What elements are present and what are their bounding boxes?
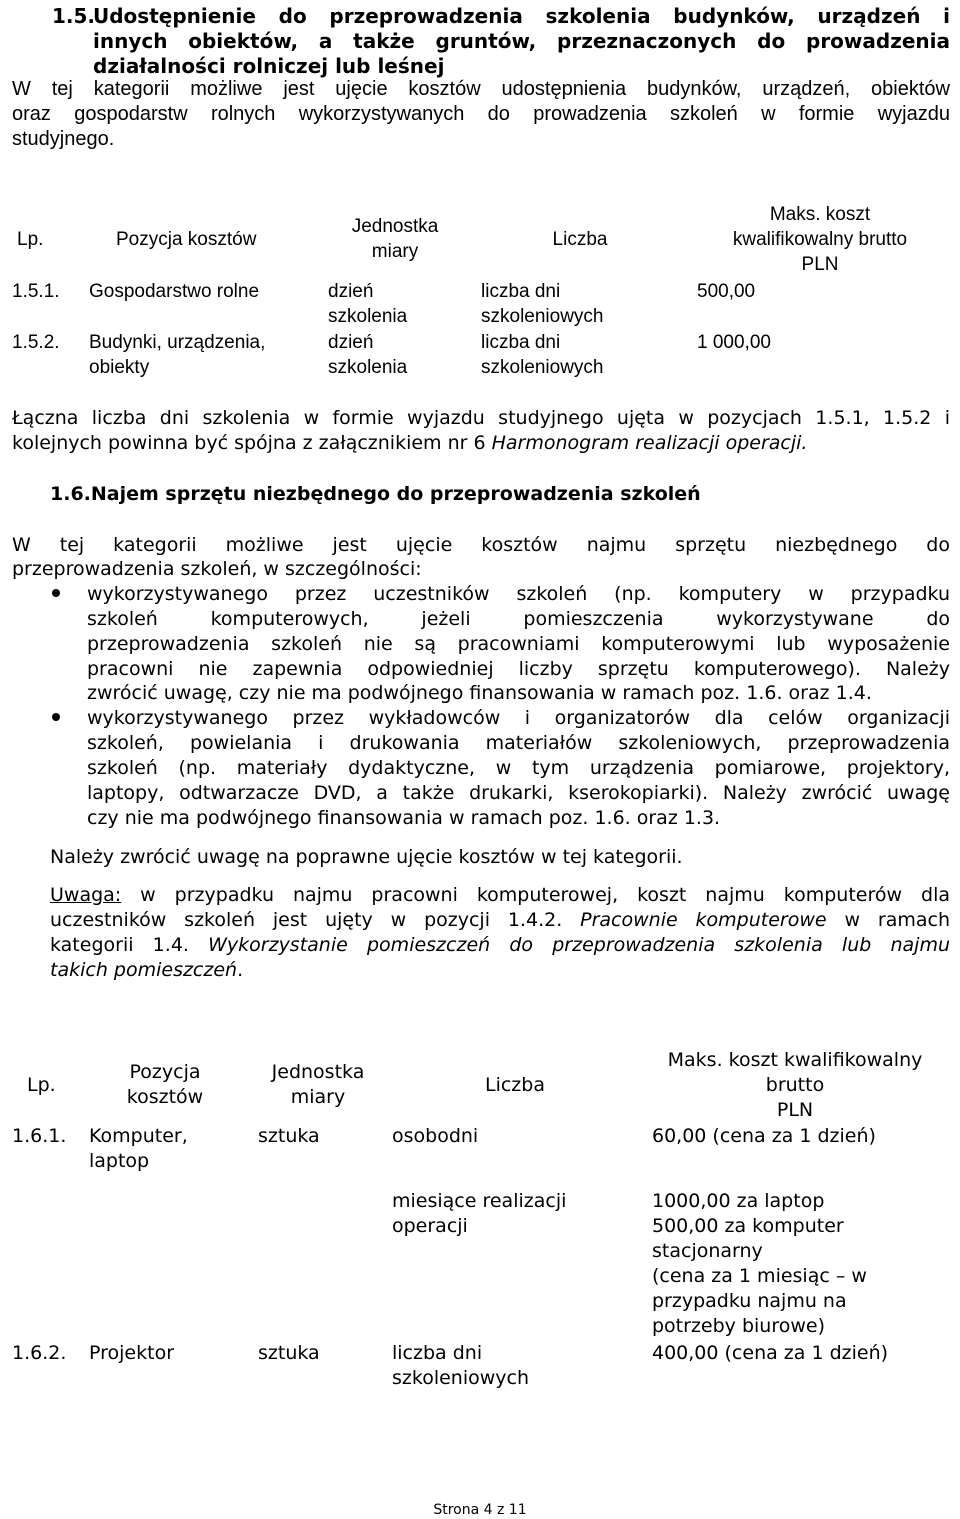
th-jednostka-2: miary	[371, 241, 419, 262]
uwaga-line-4	[50, 958, 243, 983]
row-pozycja-1: Komputer,	[89, 1125, 188, 1147]
row-maks-line-2: 500,00 za komputer	[652, 1215, 844, 1237]
bullet-1-line-5: zwrócić uwagę, czy nie ma podwójnego finansowania w ramach poz. 1.6. oraz 1.4.	[87, 682, 872, 704]
th-pozycja-1: Pozycja	[129, 1061, 201, 1083]
row-maks-line-1: 1000,00 za laptop	[652, 1190, 825, 1212]
th-liczba: Liczba	[485, 1074, 545, 1096]
page-footer: Strona 4 z 11	[433, 1502, 527, 1518]
row-liczba-2: szkoleniowych	[481, 306, 604, 327]
uwaga-line-4-italic: takich pomieszczeń	[50, 959, 238, 981]
row-jednostka: sztuka	[258, 1342, 320, 1364]
row-jednostka-2: szkolenia	[328, 306, 408, 327]
row-jednostka-1: dzień	[328, 281, 374, 302]
bullet-2-line-4: laptopy, odtwarzacze DVD, a także drukarki, kserokopiarki). Należy zwrócić uwagę	[87, 782, 950, 804]
row-liczba-1: liczba dni	[392, 1342, 483, 1364]
intro-line-1: W tej kategorii możliwe jest ujęcie kosztów najmu sprzętu niezbędnego do	[12, 534, 950, 556]
uwaga-line-1	[50, 883, 950, 908]
row-liczba-2: szkoleniowych	[392, 1367, 530, 1389]
row-maks-line-4: (cena za 1 miesiąc – w	[652, 1265, 867, 1287]
row-pozycja: Gospodarstwo rolne	[89, 281, 260, 302]
bullet-2-line-5: czy nie ma podwójnego finansowania w ramach poz. 1.6. oraz 1.3.	[87, 807, 721, 829]
row-liczba-2: szkoleniowych	[481, 357, 604, 378]
intro-line-2: oraz gospodarstw rolnych wykorzystywanych do prowadzenia szkoleń w formie wyjazdu	[12, 103, 950, 125]
note-line-2-text: kolejnych powinna być spójna z załącznikiem nr 6	[12, 432, 492, 454]
note-line-1: Łączna liczba dni szkolenia w formie wyjazdu studyjnego ujęta w pozycjach 1.5.1, 1.5.2 i	[12, 407, 950, 429]
note-line-2-italic: Harmonogram realizacji operacji.	[491, 432, 808, 454]
row-pozycja: Projektor	[89, 1342, 174, 1364]
th-jednostka-1: Jednostka	[271, 1061, 365, 1083]
bullet-2-line-3: szkoleń (np. materiały dydaktyczne, w tym urządzenia pomiarowe, projektory,	[87, 757, 950, 779]
section-1-6-heading: 1.6.Najem sprzętu niezbędnego do przeprowadzenia szkoleń	[50, 483, 701, 505]
row-maks-line-3: stacjonarny	[652, 1240, 763, 1262]
row-liczba: osobodni	[392, 1125, 479, 1147]
uwaga-label: Uwaga:	[50, 884, 122, 906]
th-lp: Lp.	[17, 229, 44, 250]
intro-line-1: W tej kategorii możliwe jest ujęcie kosztów udostępnienia budynków, urządzeń, obiektów	[12, 78, 950, 100]
row-liczba-1: liczba dni	[481, 332, 561, 353]
row-lp: 1.6.1.	[12, 1125, 67, 1147]
attention-note: Należy zwrócić uwagę na poprawne ujęcie kosztów w tej kategorii.	[50, 846, 683, 868]
th-jednostka-2: miary	[290, 1086, 346, 1108]
row-maks-line-5: przypadku najmu na	[652, 1290, 847, 1312]
row-liczba-1: liczba dni	[481, 281, 561, 302]
heading-line-2: innych obiektów, a także gruntów, przeznaczonych do prowadzenia	[93, 29, 950, 53]
bullet-1-line-2: szkoleń komputerowych, jeżeli pomieszczenia wykorzystywane do	[87, 608, 950, 630]
row-jednostka: sztuka	[258, 1125, 320, 1147]
bullet-1-line-1: wykorzystywanego przez uczestników szkoleń (np. komputery w przypadku	[87, 583, 950, 605]
heading-number: 1.5.	[52, 4, 96, 28]
uwaga-line-3-text: kategorii 1.4.	[50, 934, 209, 956]
row-maks: 400,00 (cena za 1 dzień)	[652, 1342, 889, 1364]
heading-line-1: Udostępnienie do przeprowadzenia szkolenia budynków, urządzeń i	[93, 4, 950, 28]
bullet-icon	[52, 589, 60, 597]
th-pozycja: Pozycja kosztów	[116, 229, 257, 250]
row-pozycja-2: laptop	[89, 1150, 150, 1172]
uwaga-line-4-post: .	[237, 959, 244, 981]
uwaga-line-3-italic: Wykorzystanie pomieszczeń do przeprowadzenia szkolenia lub najmu	[208, 934, 950, 956]
row-liczba-1: miesiące realizacji	[392, 1190, 567, 1212]
row-lp: 1.6.2.	[12, 1342, 67, 1364]
bullet-2-line-2: szkoleń, powielania i drukowania materiałów szkoleniowych, przeprowadzenia	[87, 732, 950, 754]
row-lp: 1.5.1.	[12, 281, 60, 302]
th-jednostka-1: Jednostka	[351, 216, 439, 237]
th-maks-2: brutto	[765, 1074, 825, 1096]
row-lp: 1.5.2.	[12, 332, 60, 353]
row-liczba-2: operacji	[392, 1215, 468, 1237]
th-maks-3: PLN	[801, 254, 839, 275]
row-maks: 60,00 (cena za 1 dzień)	[652, 1125, 876, 1147]
th-maks-1: Maks. koszt kwalifikowalny	[667, 1049, 923, 1071]
th-maks-1: Maks. koszt	[769, 204, 871, 225]
bullet-icon	[52, 713, 60, 721]
th-maks-2: kwalifikowalny brutto	[732, 229, 908, 250]
th-liczba: Liczba	[552, 229, 608, 250]
uwaga-line-2	[50, 908, 950, 933]
intro-line-2: przeprowadzenia szkoleń, w szczególności:	[12, 558, 422, 580]
row-pozycja-2: obiekty	[89, 357, 150, 378]
uwaga-line-1-text: w przypadku najmu pracowni komputerowej, koszt najmu komputerów dla	[121, 884, 950, 906]
uwaga-line-2-text: uczestników szkoleń jest ujęty w pozycji 1.4.2.	[50, 909, 581, 931]
th-pozycja-2: kosztów	[126, 1086, 204, 1108]
bullet-1-line-3: przeprowadzenia szkoleń nie są pracowniami komputerowymi lub wyposażenie	[87, 633, 950, 655]
row-maks: 1 000,00	[697, 332, 771, 353]
uwaga-line-3	[50, 933, 950, 958]
bullet-2-line-1: wykorzystywanego przez wykładowców i organizatorów dla celów organizacji	[87, 707, 950, 729]
th-maks-3: PLN	[776, 1099, 814, 1121]
uwaga-line-2-italic: Pracownie komputerowe	[580, 909, 827, 931]
note-line-2	[12, 431, 807, 455]
row-jednostka-2: szkolenia	[328, 357, 408, 378]
th-lp: Lp.	[27, 1074, 56, 1096]
row-jednostka-1: dzień	[328, 332, 374, 353]
row-maks-line-6: potrzeby biurowe)	[652, 1315, 825, 1337]
row-pozycja-1: Budynki, urządzenia,	[89, 332, 266, 353]
heading-line-3: działalności rolniczej lub leśnej	[93, 54, 445, 78]
uwaga-line-2-post: w ramach	[826, 909, 950, 931]
row-maks: 500,00	[697, 281, 756, 302]
intro-line-3: studyjnego.	[12, 128, 115, 150]
bullet-1-line-4: pracowni nie zapewnia odpowiedniej liczby sprzętu komputerowego). Należy	[87, 658, 950, 680]
